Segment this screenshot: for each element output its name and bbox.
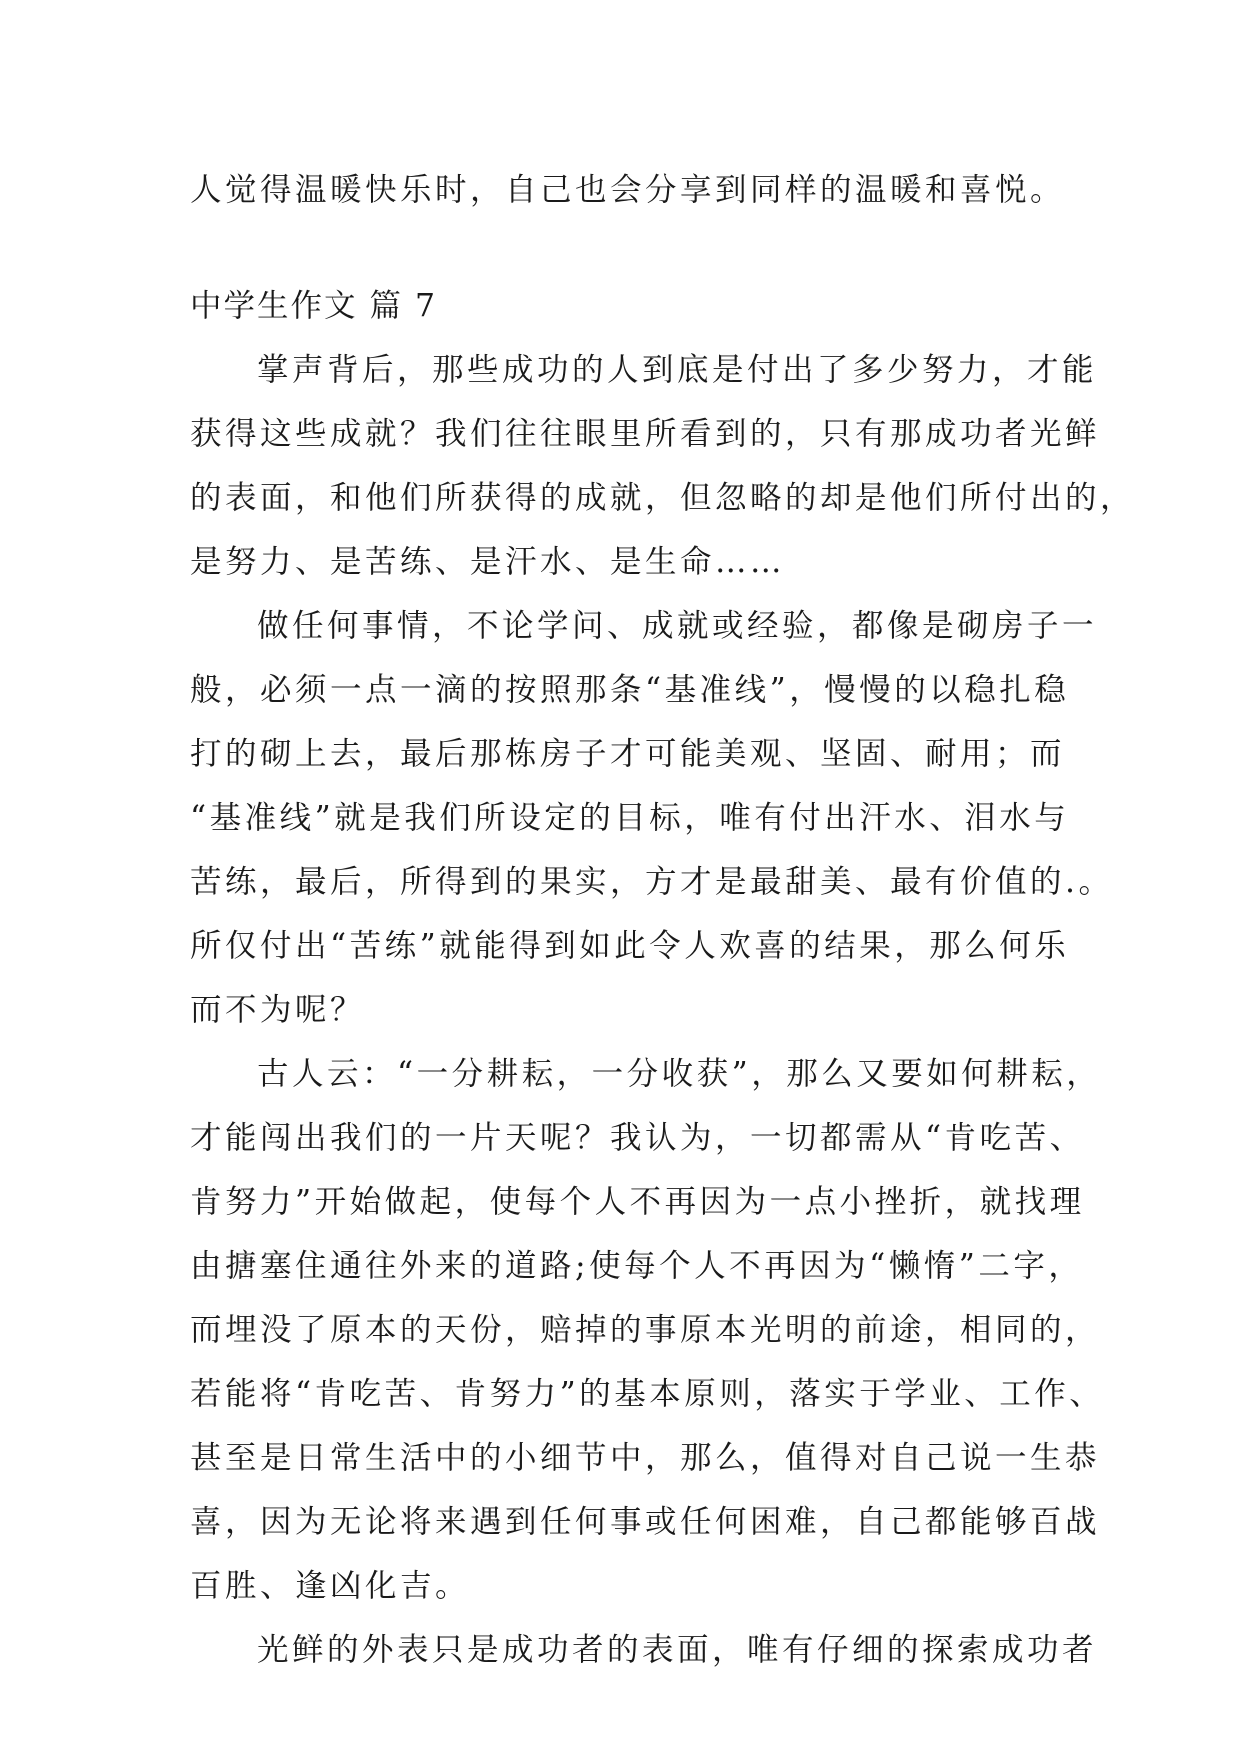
text-line: 光鲜的外表只是成功者的表面，唯有仔细的探索成功者: [257, 1632, 1098, 1668]
text-line: 喜，因为无论将来遇到任何事或任何困难，自己都能够百战: [190, 1504, 1101, 1540]
intro-line: 人觉得温暖快乐时，自己也会分享到同样的温暖和喜悦。: [190, 172, 1066, 208]
text-line: 掌声背后，那些成功的人到底是付出了多少努力，才能: [257, 352, 1098, 388]
text-line: 般，必须一点一滴的按照那条“基准线”，慢慢的以稳扎稳: [190, 672, 1070, 708]
text-line: 才能闯出我们的一片天呢？我认为，一切都需从“肯吃苦、: [190, 1120, 1085, 1156]
paragraph-1: [190, 338, 1136, 594]
text-line: 苦练，最后，所得到的果实，方才是最甜美、最有价值的.。: [190, 864, 1114, 900]
paragraph-3: [190, 1042, 1105, 1618]
text-line: 所仅付出“苦练”就能得到如此令人欢喜的结果，那么何乐: [190, 928, 1070, 964]
text-line: 古人云：“一分耕耘，一分收获”，那么又要如何耕耘，: [257, 1056, 1102, 1092]
text-line: 而埋没了原本的天份，赔掉的事原本光明的前途，相同的，: [190, 1312, 1101, 1348]
text-line: 做任何事情，不论学问、成就或经验，都像是砌房子一: [257, 608, 1098, 644]
paragraph-2: [190, 594, 1114, 1042]
text-line: 是努力、是苦练、是汗水、是生命……: [190, 544, 786, 580]
text-line: 若能将“肯吃苦、肯努力”的基本原则，落实于学业、工作、: [190, 1376, 1105, 1412]
text-line: 甚至是日常生活中的小细节中，那么，值得对自己说一生恭: [190, 1440, 1101, 1476]
text-line: 的表面，和他们所获得的成就，但忽略的却是他们所付出的，: [190, 480, 1136, 516]
text-line: 由搪塞住通往外来的道路;使每个人不再因为“懒惰”二字，: [190, 1248, 1084, 1284]
text-line: 打的砌上去，最后那栋房子才可能美观、坚固、耐用；而: [190, 736, 1066, 772]
text-line: 获得这些成就？我们往往眼里所看到的，只有那成功者光鲜: [190, 416, 1101, 452]
text-line: 肯努力”开始做起，使每个人不再因为一点小挫折，就找理: [190, 1184, 1085, 1220]
document-body: [190, 158, 1136, 1682]
text-line: 百胜、逢凶化吉。: [190, 1568, 471, 1604]
section-heading: 中学生作文 篇 7: [190, 288, 438, 324]
text-line: “基准线”就是我们所设定的目标，唯有付出汗水、泪水与: [190, 800, 1070, 836]
text-line: 而不为呢？: [190, 992, 366, 1028]
paragraph-spacer: [190, 222, 1062, 274]
paragraph-4: [190, 1618, 1098, 1682]
